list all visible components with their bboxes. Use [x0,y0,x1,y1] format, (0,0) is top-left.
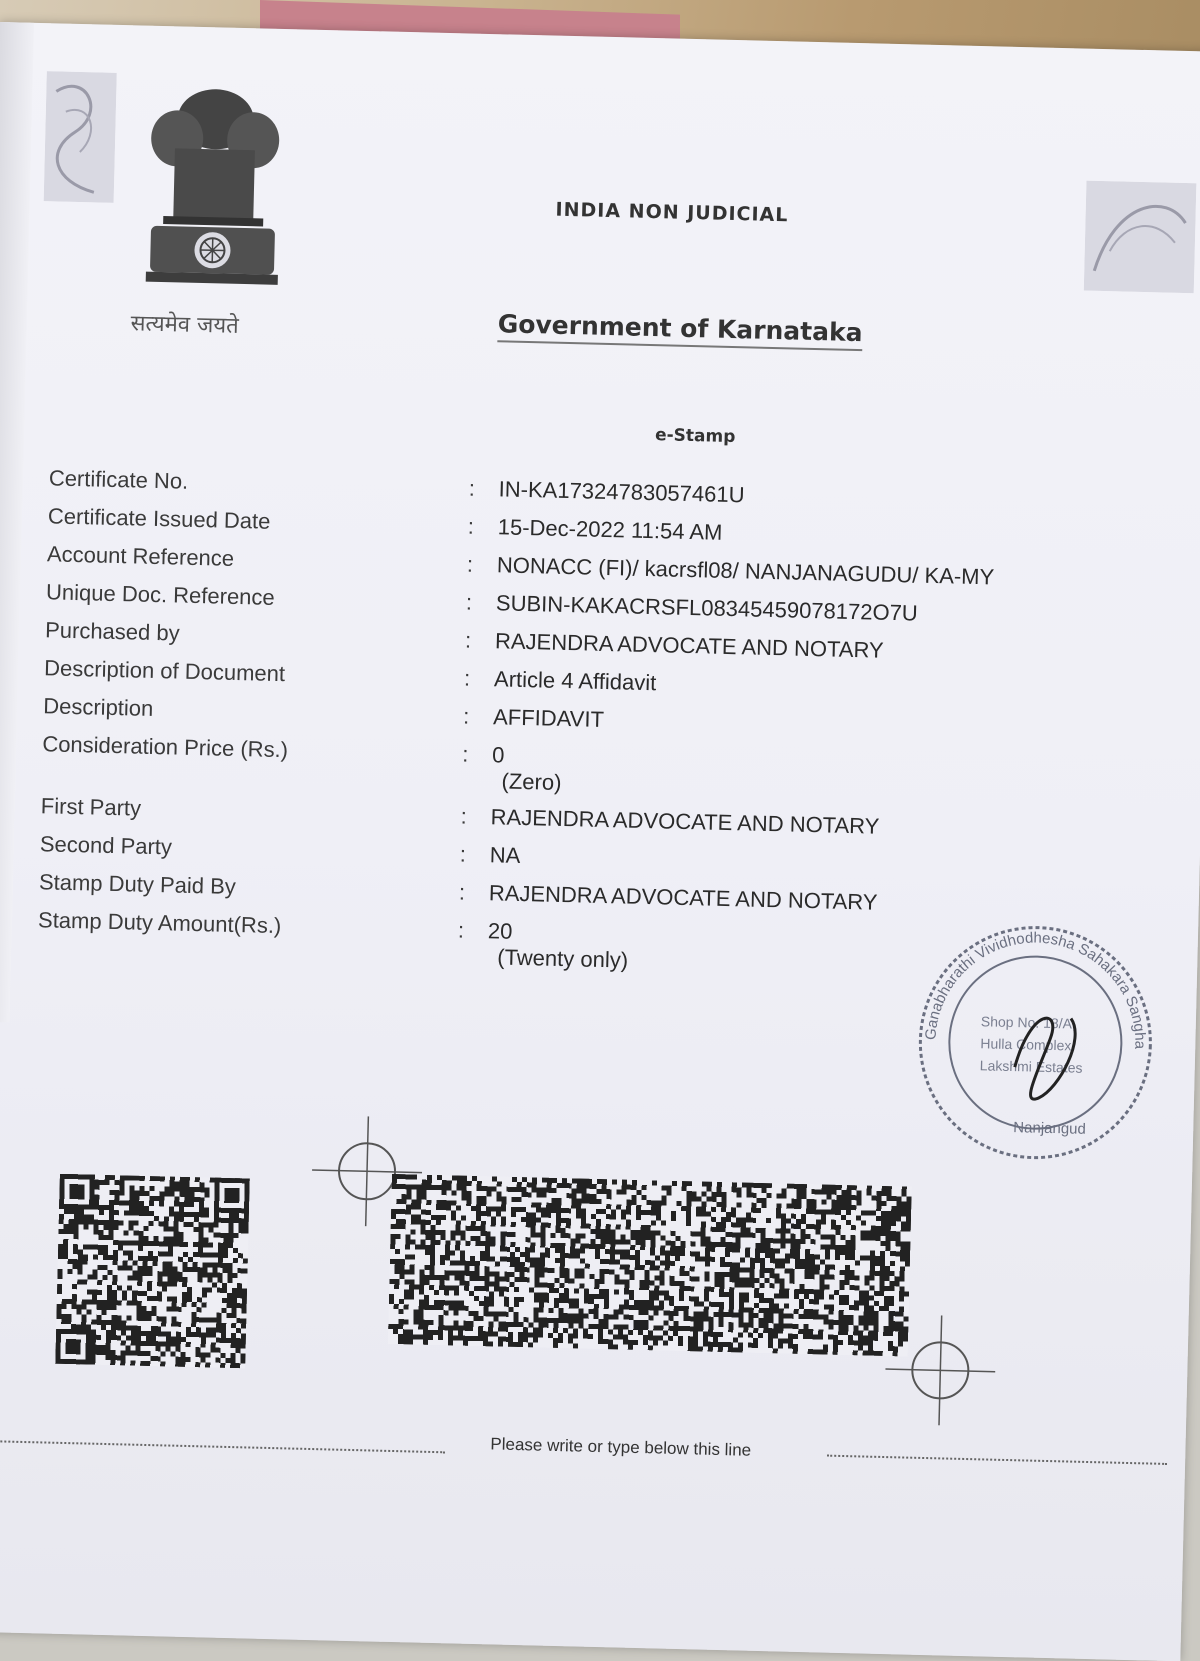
national-emblem-icon [121,77,306,301]
seal-line: Lakshmi Estates [979,1057,1083,1076]
field-label: Stamp Duty Paid By [38,869,237,900]
field-label: Second Party [39,831,173,860]
footer-dotted-line-left [0,1440,445,1454]
field-value: 0 [491,742,505,768]
field-colon: : [461,741,469,767]
field-value-words: (Zero) [501,768,562,795]
field-label: First Party [40,793,142,821]
footer-dotted-line-right [827,1455,1167,1465]
field-label: Stamp Duty Amount(Rs.) [37,907,282,939]
field-label: Description of Document [43,655,286,687]
field-value: 15-Dec-2022 11:54 AM [497,514,723,545]
field-colon: : [460,803,468,829]
2d-barcode [388,1174,912,1357]
field-value: RAJENDRA ADVOCATE AND NOTARY [490,804,880,839]
field-value: NA [489,842,521,868]
field-label: Certificate Issued Date [47,503,271,534]
field-colon: : [466,551,474,577]
field-label: Description [43,693,154,721]
field-colon: : [457,917,465,943]
seal-line: Hulla Complex [980,1035,1072,1054]
emblem-motto: सत्यमेव जयते [130,311,239,339]
seal-place: Nanjangud [1013,1119,1087,1138]
field-value: NONACC (FI)/ kacrsfl08/ NANJANAGUDU/ KA-MY [496,552,995,590]
field-label: Unique Doc. Reference [45,579,276,610]
header-estamp: e-Stamp [654,425,736,448]
field-value: RAJENDRA ADVOCATE AND NOTARY [494,628,884,663]
field-label: Certificate No. [48,465,189,494]
field-colon: : [468,475,476,501]
field-colon: : [458,879,466,905]
field-label: Purchased by [44,617,180,646]
stamp-paper [0,22,1200,1661]
field-colon: : [462,703,470,729]
field-colon: : [464,627,472,653]
rubber-stamp-seal [907,915,1163,1171]
field-colon: : [465,589,473,615]
decorative-corner-art-left [44,71,117,203]
paper-fold-shadow [0,22,34,1023]
field-label: Account Reference [46,541,235,571]
header-india-non-judicial: INDIA NON JUDICIAL [555,198,789,227]
qr-code [55,1174,250,1369]
header-government: Government of Karnataka [497,309,863,351]
field-value-words: (Twenty only) [497,944,629,973]
field-value: RAJENDRA ADVOCATE AND NOTARY [488,880,878,915]
field-label: Consideration Price (Rs.) [42,731,289,763]
field-value: 20 [487,918,513,944]
field-value: SUBIN-KAKACRSFL08345459078172O7U [495,590,919,626]
decorative-corner-art-right [1084,181,1197,294]
field-colon: : [467,513,475,539]
field-value: AFFIDAVIT [492,704,605,732]
field-value: IN-KA17324783057461U [498,476,745,508]
field-value: Article 4 Affidavit [493,666,657,696]
field-colon: : [463,665,471,691]
field-colon: : [459,841,467,867]
seal-line: Shop No. 18/A, [980,1013,1076,1032]
seal-ring-text: Ganabharathi Vividhodhesha Sahakara Sangha [922,929,1149,1050]
footer-note: Please write or type below this line [490,1434,752,1460]
